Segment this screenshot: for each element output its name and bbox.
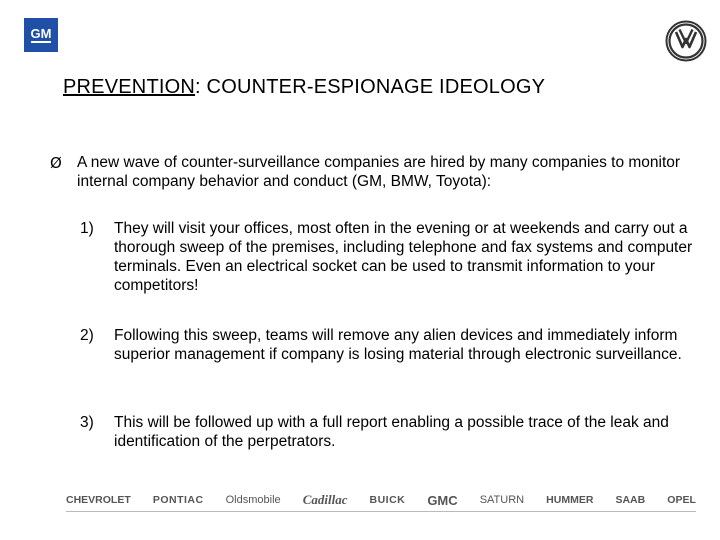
saturn-logo: SATURN <box>479 494 525 506</box>
hummer-logo: HUMMER <box>546 494 594 506</box>
list-item-text: This will be followed up with a full report enabling a possible trace of the leak and identification of the perpetrators. <box>114 414 669 450</box>
gmc-logo: GMC <box>427 492 458 508</box>
gm-logo <box>24 18 58 52</box>
page-title <box>63 76 545 99</box>
list-item-number: 1) <box>80 220 94 237</box>
list-item-text: Following this sweep, teams will remove any alien devices and immediately inform superior management if company is losing material through electronic surveillance. <box>114 327 682 363</box>
opel-logo: OPEL <box>667 494 696 506</box>
bullet-arrow-icon: Ø <box>50 154 62 172</box>
saab-logo: SAAB <box>615 494 646 506</box>
list-item-number: 2) <box>80 327 94 344</box>
volkswagen-logo-icon <box>665 20 707 62</box>
oldsmobile-logo: Oldsmobile <box>225 494 281 506</box>
footer-divider <box>66 511 696 512</box>
chevrolet-logo: CHEVROLET <box>66 494 131 506</box>
list-item-number: 3) <box>80 414 94 431</box>
gm-logo-text: GM <box>30 26 52 41</box>
brand-logo-strip <box>66 486 696 514</box>
list-item-text: They will visit your offices, most often in the evening or at weekends and carry out a thorough sweep of the premises, including telephone and fax systems and computer terminals. Even an electrical socket can be used to transmit information to your competitors! <box>114 220 693 294</box>
title-underlined: PREVENTION <box>63 76 196 98</box>
pontiac-logo: PONTIAC <box>152 494 204 506</box>
buick-logo: BUICK <box>369 494 406 506</box>
intro-paragraph: A new wave of counter-surveillance companies are hired by many companies to monitor internal company behavior and conduct (GM, BMW, Toyota): <box>77 154 681 190</box>
cadillac-logo: Cadillac <box>302 492 348 507</box>
title-rest: : COUNTER-ESPIONAGE IDEOLOGY <box>195 76 546 98</box>
